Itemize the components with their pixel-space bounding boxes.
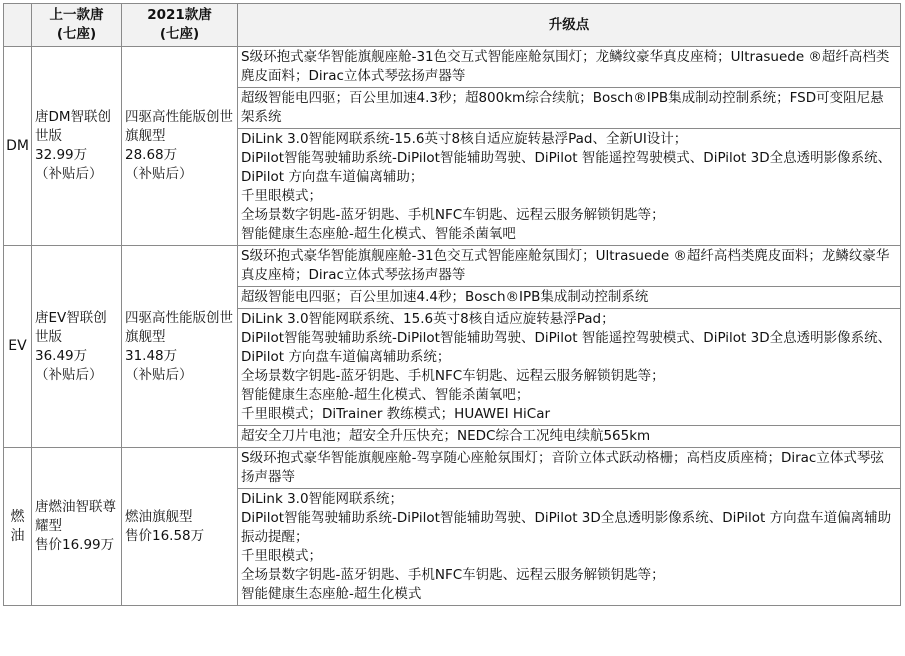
header-previous-model xyxy=(32,4,122,47)
upgrade-cell xyxy=(238,426,901,448)
new-model-line: 四驱高性能版创世旗舰型 xyxy=(125,309,233,345)
upgrade-line: 千里眼模式； xyxy=(241,188,322,204)
previous-model-cell xyxy=(32,246,122,448)
upgrade-line: S级环抱式豪华智能旗舰座舱-31色交互式智能座舱氛围灯；龙鳞纹豪华真皮座椅；Ultrasuede ®超纤高档类麂皮面料；Dirac立体式琴弦扬声器等 xyxy=(241,49,890,84)
upgrade-line: DiPilot智能驾驶辅助系统-DiPilot智能辅助驾驶、DiPilot 智能遥控驾驶模式、DiPilot 3D全息透明影像系统、DiPilot 方向盘车道偏离辅助； xyxy=(241,150,892,185)
new-model-line: 31.48万 xyxy=(125,347,178,364)
upgrade-line: 超级智能电四驱；百公里加速4.4秒；Bosch®IPB集成制动控制系统 xyxy=(241,289,649,305)
upgrade-line: DiLink 3.0智能网联系统、15.6英寸8核自适应旋转悬浮Pad； xyxy=(241,311,615,327)
previous-model-line: 唐DM智联创世版 xyxy=(35,109,112,144)
table-row xyxy=(4,448,901,489)
upgrade-cell xyxy=(238,448,901,489)
upgrade-cell xyxy=(238,129,901,246)
header-2021-model xyxy=(122,4,238,47)
new-model-line: 售价16.58万 xyxy=(125,527,205,544)
upgrade-cell xyxy=(238,287,901,309)
new-model-cell xyxy=(122,448,238,606)
upgrade-line: 全场景数字钥匙-蓝牙钥匙、手机NFC车钥匙、远程云服务解锁钥匙等； xyxy=(241,368,665,384)
upgrade-line: S级环抱式豪华智能旗舰座舱-31色交互式智能座舱氛围灯；Ultrasuede ®超纤高档类麂皮面料；龙鳞纹豪华真皮座椅；Dirac立体式琴弦扬声器等 xyxy=(241,248,890,283)
header-previous-model-line2: (七座) xyxy=(56,26,97,42)
table-row xyxy=(4,47,901,88)
header-row xyxy=(4,4,901,47)
new-model-line: 28.68万 xyxy=(125,147,178,163)
upgrade-line: DiPilot智能驾驶辅助系统-DiPilot智能辅助驾驶、DiPilot 3D全息透明影像系统、DiPilot 方向盘车道偏离辅助振动提醒； xyxy=(241,510,892,545)
previous-model-line: （补贴后） xyxy=(35,166,103,182)
table-row xyxy=(4,246,901,287)
upgrade-line: 千里眼模式；DiTrainer 教练模式；HUAWEI HiCar xyxy=(241,406,551,422)
header-2021-model-line1: 2021款唐 xyxy=(147,7,212,23)
upgrade-line: DiPilot智能驾驶辅助系统-DiPilot智能辅助驾驶、DiPilot 智能遥控驾驶模式、DiPilot 3D全息透明影像系统、DiPilot 方向盘车道偏离辅助系统； xyxy=(241,330,892,365)
upgrade-line: 智能健康生态座舱-超生化模式、智能杀菌氧吧； xyxy=(241,387,530,403)
previous-model-line: 32.99万 xyxy=(35,147,88,163)
previous-model-line: （补贴后） xyxy=(35,366,103,383)
upgrade-line: DiLink 3.0智能网联系统； xyxy=(241,491,404,507)
upgrade-cell xyxy=(238,246,901,287)
category-cell: DM xyxy=(4,47,32,246)
upgrade-line: 智能健康生态座舱-超生化模式 xyxy=(241,586,422,602)
previous-model-line: 唐燃油智联尊耀型 xyxy=(35,499,116,534)
upgrade-cell xyxy=(238,47,901,88)
upgrade-line: 全场景数字钥匙-蓝牙钥匙、手机NFC车钥匙、远程云服务解锁钥匙等； xyxy=(241,567,665,583)
header-upgrades: 升级点 xyxy=(238,4,901,47)
previous-model-line: 售价16.99万 xyxy=(35,537,115,553)
previous-model-cell xyxy=(32,47,122,246)
new-model-line: 燃油旗舰型 xyxy=(125,508,193,525)
comparison-table xyxy=(3,3,901,606)
upgrade-line: 超安全刀片电池；超安全升压快充；NEDC综合工况纯电续航565km xyxy=(241,428,651,444)
upgrade-line: 智能健康生态座舱-超生化模式、智能杀菌氧吧 xyxy=(241,226,516,242)
previous-model-line: 唐EV智联创世版 xyxy=(35,309,107,345)
new-model-cell xyxy=(122,246,238,448)
upgrade-cell xyxy=(238,309,901,426)
header-2021-model-line2: (七座) xyxy=(159,26,200,42)
new-model-line: （补贴后） xyxy=(125,166,193,182)
upgrade-line: 千里眼模式； xyxy=(241,548,322,564)
previous-model-cell xyxy=(32,448,122,606)
new-model-line: （补贴后） xyxy=(125,366,193,383)
upgrade-line: S级环抱式豪华智能旗舰座舱-驾享随心座舱氛围灯；音阶立体式跃动格栅；高档皮质座椅；Dirac立体式琴弦扬声器等 xyxy=(241,450,884,485)
upgrade-line: DiLink 3.0智能网联系统-15.6英寸8核自适应旋转悬浮Pad、全新UI设计； xyxy=(241,131,688,147)
previous-model-line: 36.49万 xyxy=(35,347,88,364)
header-category xyxy=(4,4,32,47)
upgrade-line: 超级智能电四驱；百公里加速4.3秒；超800km综合续航；Bosch®IPB集成制动控制系统；FSD可变阻尼悬架系统 xyxy=(241,90,884,125)
new-model-line: 四驱高性能版创世旗舰型 xyxy=(125,109,233,144)
category-cell: 燃油 xyxy=(4,448,32,606)
category-cell: EV xyxy=(4,246,32,448)
upgrade-cell xyxy=(238,489,901,606)
header-previous-model-line1: 上一款唐 xyxy=(49,7,104,23)
upgrade-cell xyxy=(238,88,901,129)
upgrade-line: 全场景数字钥匙-蓝牙钥匙、手机NFC车钥匙、远程云服务解锁钥匙等； xyxy=(241,207,665,223)
new-model-cell xyxy=(122,47,238,246)
